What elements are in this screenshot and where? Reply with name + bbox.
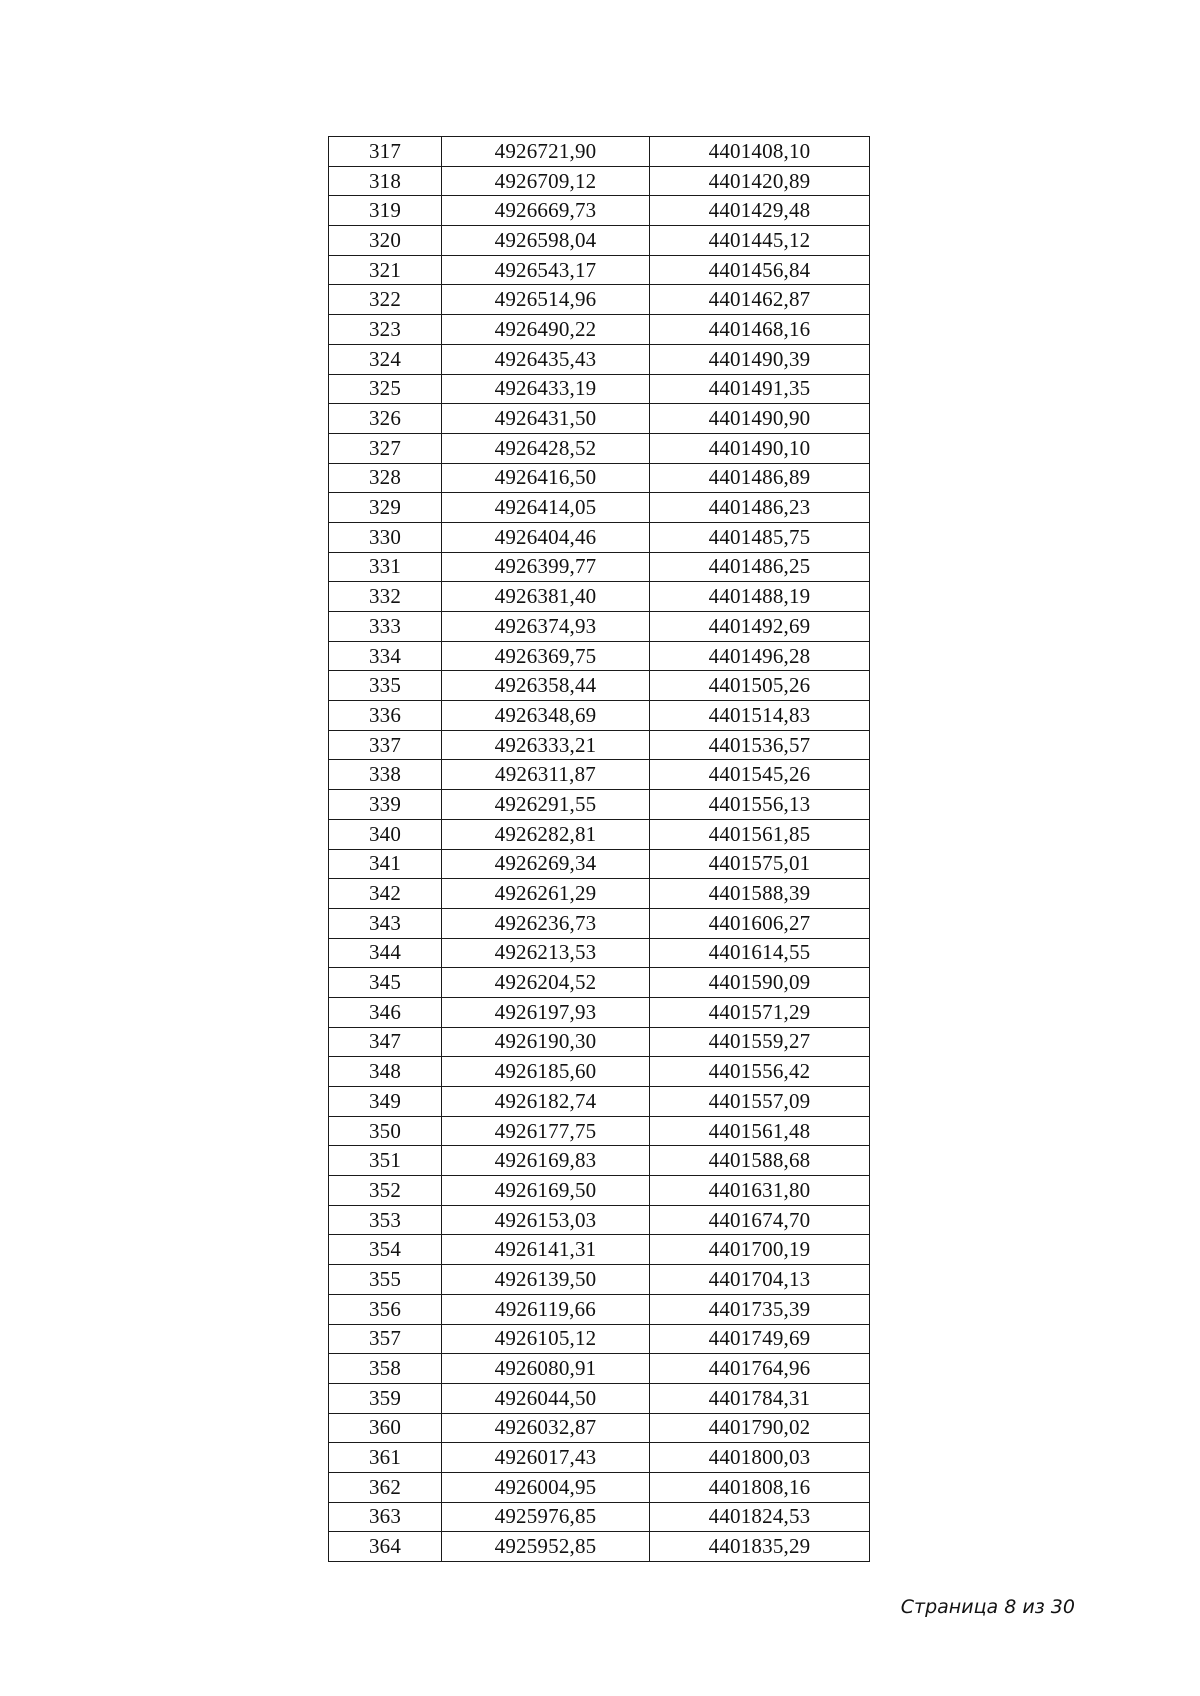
x-coordinate-cell: 4925952,85 xyxy=(442,1532,650,1562)
x-coordinate-cell: 4926032,87 xyxy=(442,1413,650,1443)
x-coordinate-cell: 4926348,69 xyxy=(442,701,650,731)
point-number-cell: 363 xyxy=(329,1502,442,1532)
point-number-cell: 340 xyxy=(329,819,442,849)
table-row xyxy=(329,1383,870,1413)
x-coordinate-cell: 4926721,90 xyxy=(442,137,650,167)
y-coordinate-cell: 4401559,27 xyxy=(650,1027,870,1057)
table-row xyxy=(329,730,870,760)
y-coordinate-cell: 4401486,25 xyxy=(650,552,870,582)
table-row xyxy=(329,493,870,523)
table-row xyxy=(329,938,870,968)
table-row xyxy=(329,1413,870,1443)
point-number-cell: 318 xyxy=(329,166,442,196)
point-number-cell: 328 xyxy=(329,463,442,493)
y-coordinate-cell: 4401408,10 xyxy=(650,137,870,167)
x-coordinate-cell: 4926311,87 xyxy=(442,760,650,790)
table-row xyxy=(329,226,870,256)
y-coordinate-cell: 4401490,39 xyxy=(650,344,870,374)
y-coordinate-cell: 4401614,55 xyxy=(650,938,870,968)
x-coordinate-cell: 4926669,73 xyxy=(442,196,650,226)
x-coordinate-cell: 4926182,74 xyxy=(442,1087,650,1117)
point-number-cell: 322 xyxy=(329,285,442,315)
x-coordinate-cell: 4926435,43 xyxy=(442,344,650,374)
y-coordinate-cell: 4401575,01 xyxy=(650,849,870,879)
point-number-cell: 333 xyxy=(329,612,442,642)
y-coordinate-cell: 4401456,84 xyxy=(650,255,870,285)
table-row xyxy=(329,1354,870,1384)
table-row xyxy=(329,760,870,790)
coordinates-table xyxy=(328,136,870,1562)
point-number-cell: 332 xyxy=(329,582,442,612)
y-coordinate-cell: 4401420,89 xyxy=(650,166,870,196)
point-number-cell: 331 xyxy=(329,552,442,582)
x-coordinate-cell: 4926369,75 xyxy=(442,641,650,671)
table-row xyxy=(329,819,870,849)
table-row xyxy=(329,552,870,582)
x-coordinate-cell: 4926269,34 xyxy=(442,849,650,879)
x-coordinate-cell: 4926177,75 xyxy=(442,1116,650,1146)
point-number-cell: 334 xyxy=(329,641,442,671)
y-coordinate-cell: 4401606,27 xyxy=(650,908,870,938)
x-coordinate-cell: 4926169,50 xyxy=(442,1176,650,1206)
x-coordinate-cell: 4926414,05 xyxy=(442,493,650,523)
point-number-cell: 357 xyxy=(329,1324,442,1354)
x-coordinate-cell: 4926236,73 xyxy=(442,908,650,938)
point-number-cell: 327 xyxy=(329,433,442,463)
table-row xyxy=(329,463,870,493)
x-coordinate-cell: 4926598,04 xyxy=(442,226,650,256)
point-number-cell: 344 xyxy=(329,938,442,968)
point-number-cell: 348 xyxy=(329,1057,442,1087)
table-row xyxy=(329,137,870,167)
y-coordinate-cell: 4401590,09 xyxy=(650,968,870,998)
x-coordinate-cell: 4926399,77 xyxy=(442,552,650,582)
y-coordinate-cell: 4401808,16 xyxy=(650,1472,870,1502)
table-row xyxy=(329,1324,870,1354)
table-row xyxy=(329,1532,870,1562)
point-number-cell: 323 xyxy=(329,315,442,345)
table-row xyxy=(329,166,870,196)
table-row xyxy=(329,1146,870,1176)
y-coordinate-cell: 4401631,80 xyxy=(650,1176,870,1206)
table-row xyxy=(329,612,870,642)
point-number-cell: 338 xyxy=(329,760,442,790)
table-row xyxy=(329,879,870,909)
point-number-cell: 347 xyxy=(329,1027,442,1057)
table-row xyxy=(329,1057,870,1087)
y-coordinate-cell: 4401835,29 xyxy=(650,1532,870,1562)
point-number-cell: 335 xyxy=(329,671,442,701)
y-coordinate-cell: 4401491,35 xyxy=(650,374,870,404)
point-number-cell: 330 xyxy=(329,522,442,552)
table-row xyxy=(329,1205,870,1235)
x-coordinate-cell: 4926381,40 xyxy=(442,582,650,612)
point-number-cell: 341 xyxy=(329,849,442,879)
table-row xyxy=(329,1027,870,1057)
table-row xyxy=(329,701,870,731)
y-coordinate-cell: 4401486,23 xyxy=(650,493,870,523)
point-number-cell: 342 xyxy=(329,879,442,909)
page-number: Страница 8 из 30 xyxy=(900,1596,1075,1618)
table-row xyxy=(329,1087,870,1117)
x-coordinate-cell: 4926333,21 xyxy=(442,730,650,760)
coordinates-table-body xyxy=(329,137,870,1562)
y-coordinate-cell: 4401561,85 xyxy=(650,819,870,849)
point-number-cell: 324 xyxy=(329,344,442,374)
y-coordinate-cell: 4401545,26 xyxy=(650,760,870,790)
table-row xyxy=(329,671,870,701)
x-coordinate-cell: 4926261,29 xyxy=(442,879,650,909)
y-coordinate-cell: 4401784,31 xyxy=(650,1383,870,1413)
y-coordinate-cell: 4401824,53 xyxy=(650,1502,870,1532)
table-row xyxy=(329,404,870,434)
x-coordinate-cell: 4926169,83 xyxy=(442,1146,650,1176)
point-number-cell: 359 xyxy=(329,1383,442,1413)
point-number-cell: 353 xyxy=(329,1205,442,1235)
table-row xyxy=(329,315,870,345)
x-coordinate-cell: 4926141,31 xyxy=(442,1235,650,1265)
table-row xyxy=(329,968,870,998)
point-number-cell: 358 xyxy=(329,1354,442,1384)
table-row xyxy=(329,1294,870,1324)
y-coordinate-cell: 4401556,42 xyxy=(650,1057,870,1087)
x-coordinate-cell: 4926017,43 xyxy=(442,1443,650,1473)
y-coordinate-cell: 4401704,13 xyxy=(650,1265,870,1295)
x-coordinate-cell: 4926404,46 xyxy=(442,522,650,552)
table-row xyxy=(329,1176,870,1206)
x-coordinate-cell: 4926204,52 xyxy=(442,968,650,998)
table-row xyxy=(329,908,870,938)
y-coordinate-cell: 4401445,12 xyxy=(650,226,870,256)
x-coordinate-cell: 4926282,81 xyxy=(442,819,650,849)
point-number-cell: 354 xyxy=(329,1235,442,1265)
table-row xyxy=(329,1472,870,1502)
table-row xyxy=(329,433,870,463)
x-coordinate-cell: 4926291,55 xyxy=(442,790,650,820)
y-coordinate-cell: 4401674,70 xyxy=(650,1205,870,1235)
y-coordinate-cell: 4401557,09 xyxy=(650,1087,870,1117)
y-coordinate-cell: 4401490,10 xyxy=(650,433,870,463)
y-coordinate-cell: 4401505,26 xyxy=(650,671,870,701)
x-coordinate-cell: 4926044,50 xyxy=(442,1383,650,1413)
point-number-cell: 360 xyxy=(329,1413,442,1443)
x-coordinate-cell: 4926374,93 xyxy=(442,612,650,642)
point-number-cell: 321 xyxy=(329,255,442,285)
x-coordinate-cell: 4926428,52 xyxy=(442,433,650,463)
x-coordinate-cell: 4926416,50 xyxy=(442,463,650,493)
point-number-cell: 336 xyxy=(329,701,442,731)
x-coordinate-cell: 4926490,22 xyxy=(442,315,650,345)
table-row xyxy=(329,1116,870,1146)
x-coordinate-cell: 4925976,85 xyxy=(442,1502,650,1532)
x-coordinate-cell: 4926514,96 xyxy=(442,285,650,315)
x-coordinate-cell: 4926358,44 xyxy=(442,671,650,701)
point-number-cell: 343 xyxy=(329,908,442,938)
y-coordinate-cell: 4401700,19 xyxy=(650,1235,870,1265)
point-number-cell: 329 xyxy=(329,493,442,523)
x-coordinate-cell: 4926190,30 xyxy=(442,1027,650,1057)
y-coordinate-cell: 4401486,89 xyxy=(650,463,870,493)
point-number-cell: 356 xyxy=(329,1294,442,1324)
point-number-cell: 361 xyxy=(329,1443,442,1473)
table-row xyxy=(329,641,870,671)
y-coordinate-cell: 4401429,48 xyxy=(650,196,870,226)
point-number-cell: 349 xyxy=(329,1087,442,1117)
x-coordinate-cell: 4926080,91 xyxy=(442,1354,650,1384)
x-coordinate-cell: 4926153,03 xyxy=(442,1205,650,1235)
y-coordinate-cell: 4401571,29 xyxy=(650,997,870,1027)
y-coordinate-cell: 4401764,96 xyxy=(650,1354,870,1384)
y-coordinate-cell: 4401790,02 xyxy=(650,1413,870,1443)
point-number-cell: 339 xyxy=(329,790,442,820)
x-coordinate-cell: 4926433,19 xyxy=(442,374,650,404)
table-row xyxy=(329,582,870,612)
x-coordinate-cell: 4926105,12 xyxy=(442,1324,650,1354)
point-number-cell: 325 xyxy=(329,374,442,404)
table-row xyxy=(329,790,870,820)
table-row xyxy=(329,849,870,879)
x-coordinate-cell: 4926543,17 xyxy=(442,255,650,285)
table-row xyxy=(329,1502,870,1532)
y-coordinate-cell: 4401749,69 xyxy=(650,1324,870,1354)
y-coordinate-cell: 4401588,39 xyxy=(650,879,870,909)
x-coordinate-cell: 4926185,60 xyxy=(442,1057,650,1087)
point-number-cell: 320 xyxy=(329,226,442,256)
y-coordinate-cell: 4401488,19 xyxy=(650,582,870,612)
point-number-cell: 355 xyxy=(329,1265,442,1295)
y-coordinate-cell: 4401514,83 xyxy=(650,701,870,731)
x-coordinate-cell: 4926197,93 xyxy=(442,997,650,1027)
point-number-cell: 317 xyxy=(329,137,442,167)
y-coordinate-cell: 4401735,39 xyxy=(650,1294,870,1324)
y-coordinate-cell: 4401556,13 xyxy=(650,790,870,820)
y-coordinate-cell: 4401536,57 xyxy=(650,730,870,760)
y-coordinate-cell: 4401490,90 xyxy=(650,404,870,434)
y-coordinate-cell: 4401496,28 xyxy=(650,641,870,671)
x-coordinate-cell: 4926709,12 xyxy=(442,166,650,196)
x-coordinate-cell: 4926139,50 xyxy=(442,1265,650,1295)
table-row xyxy=(329,522,870,552)
point-number-cell: 346 xyxy=(329,997,442,1027)
point-number-cell: 337 xyxy=(329,730,442,760)
point-number-cell: 345 xyxy=(329,968,442,998)
x-coordinate-cell: 4926004,95 xyxy=(442,1472,650,1502)
table-row xyxy=(329,374,870,404)
y-coordinate-cell: 4401462,87 xyxy=(650,285,870,315)
x-coordinate-cell: 4926213,53 xyxy=(442,938,650,968)
table-row xyxy=(329,344,870,374)
y-coordinate-cell: 4401800,03 xyxy=(650,1443,870,1473)
table-row xyxy=(329,1443,870,1473)
x-coordinate-cell: 4926119,66 xyxy=(442,1294,650,1324)
point-number-cell: 364 xyxy=(329,1532,442,1562)
point-number-cell: 351 xyxy=(329,1146,442,1176)
table-row xyxy=(329,1265,870,1295)
table-row xyxy=(329,997,870,1027)
point-number-cell: 350 xyxy=(329,1116,442,1146)
point-number-cell: 352 xyxy=(329,1176,442,1206)
y-coordinate-cell: 4401561,48 xyxy=(650,1116,870,1146)
x-coordinate-cell: 4926431,50 xyxy=(442,404,650,434)
point-number-cell: 362 xyxy=(329,1472,442,1502)
y-coordinate-cell: 4401588,68 xyxy=(650,1146,870,1176)
point-number-cell: 326 xyxy=(329,404,442,434)
table-row xyxy=(329,285,870,315)
table-row xyxy=(329,255,870,285)
table-row xyxy=(329,1235,870,1265)
y-coordinate-cell: 4401492,69 xyxy=(650,612,870,642)
y-coordinate-cell: 4401485,75 xyxy=(650,522,870,552)
y-coordinate-cell: 4401468,16 xyxy=(650,315,870,345)
point-number-cell: 319 xyxy=(329,196,442,226)
table-row xyxy=(329,196,870,226)
